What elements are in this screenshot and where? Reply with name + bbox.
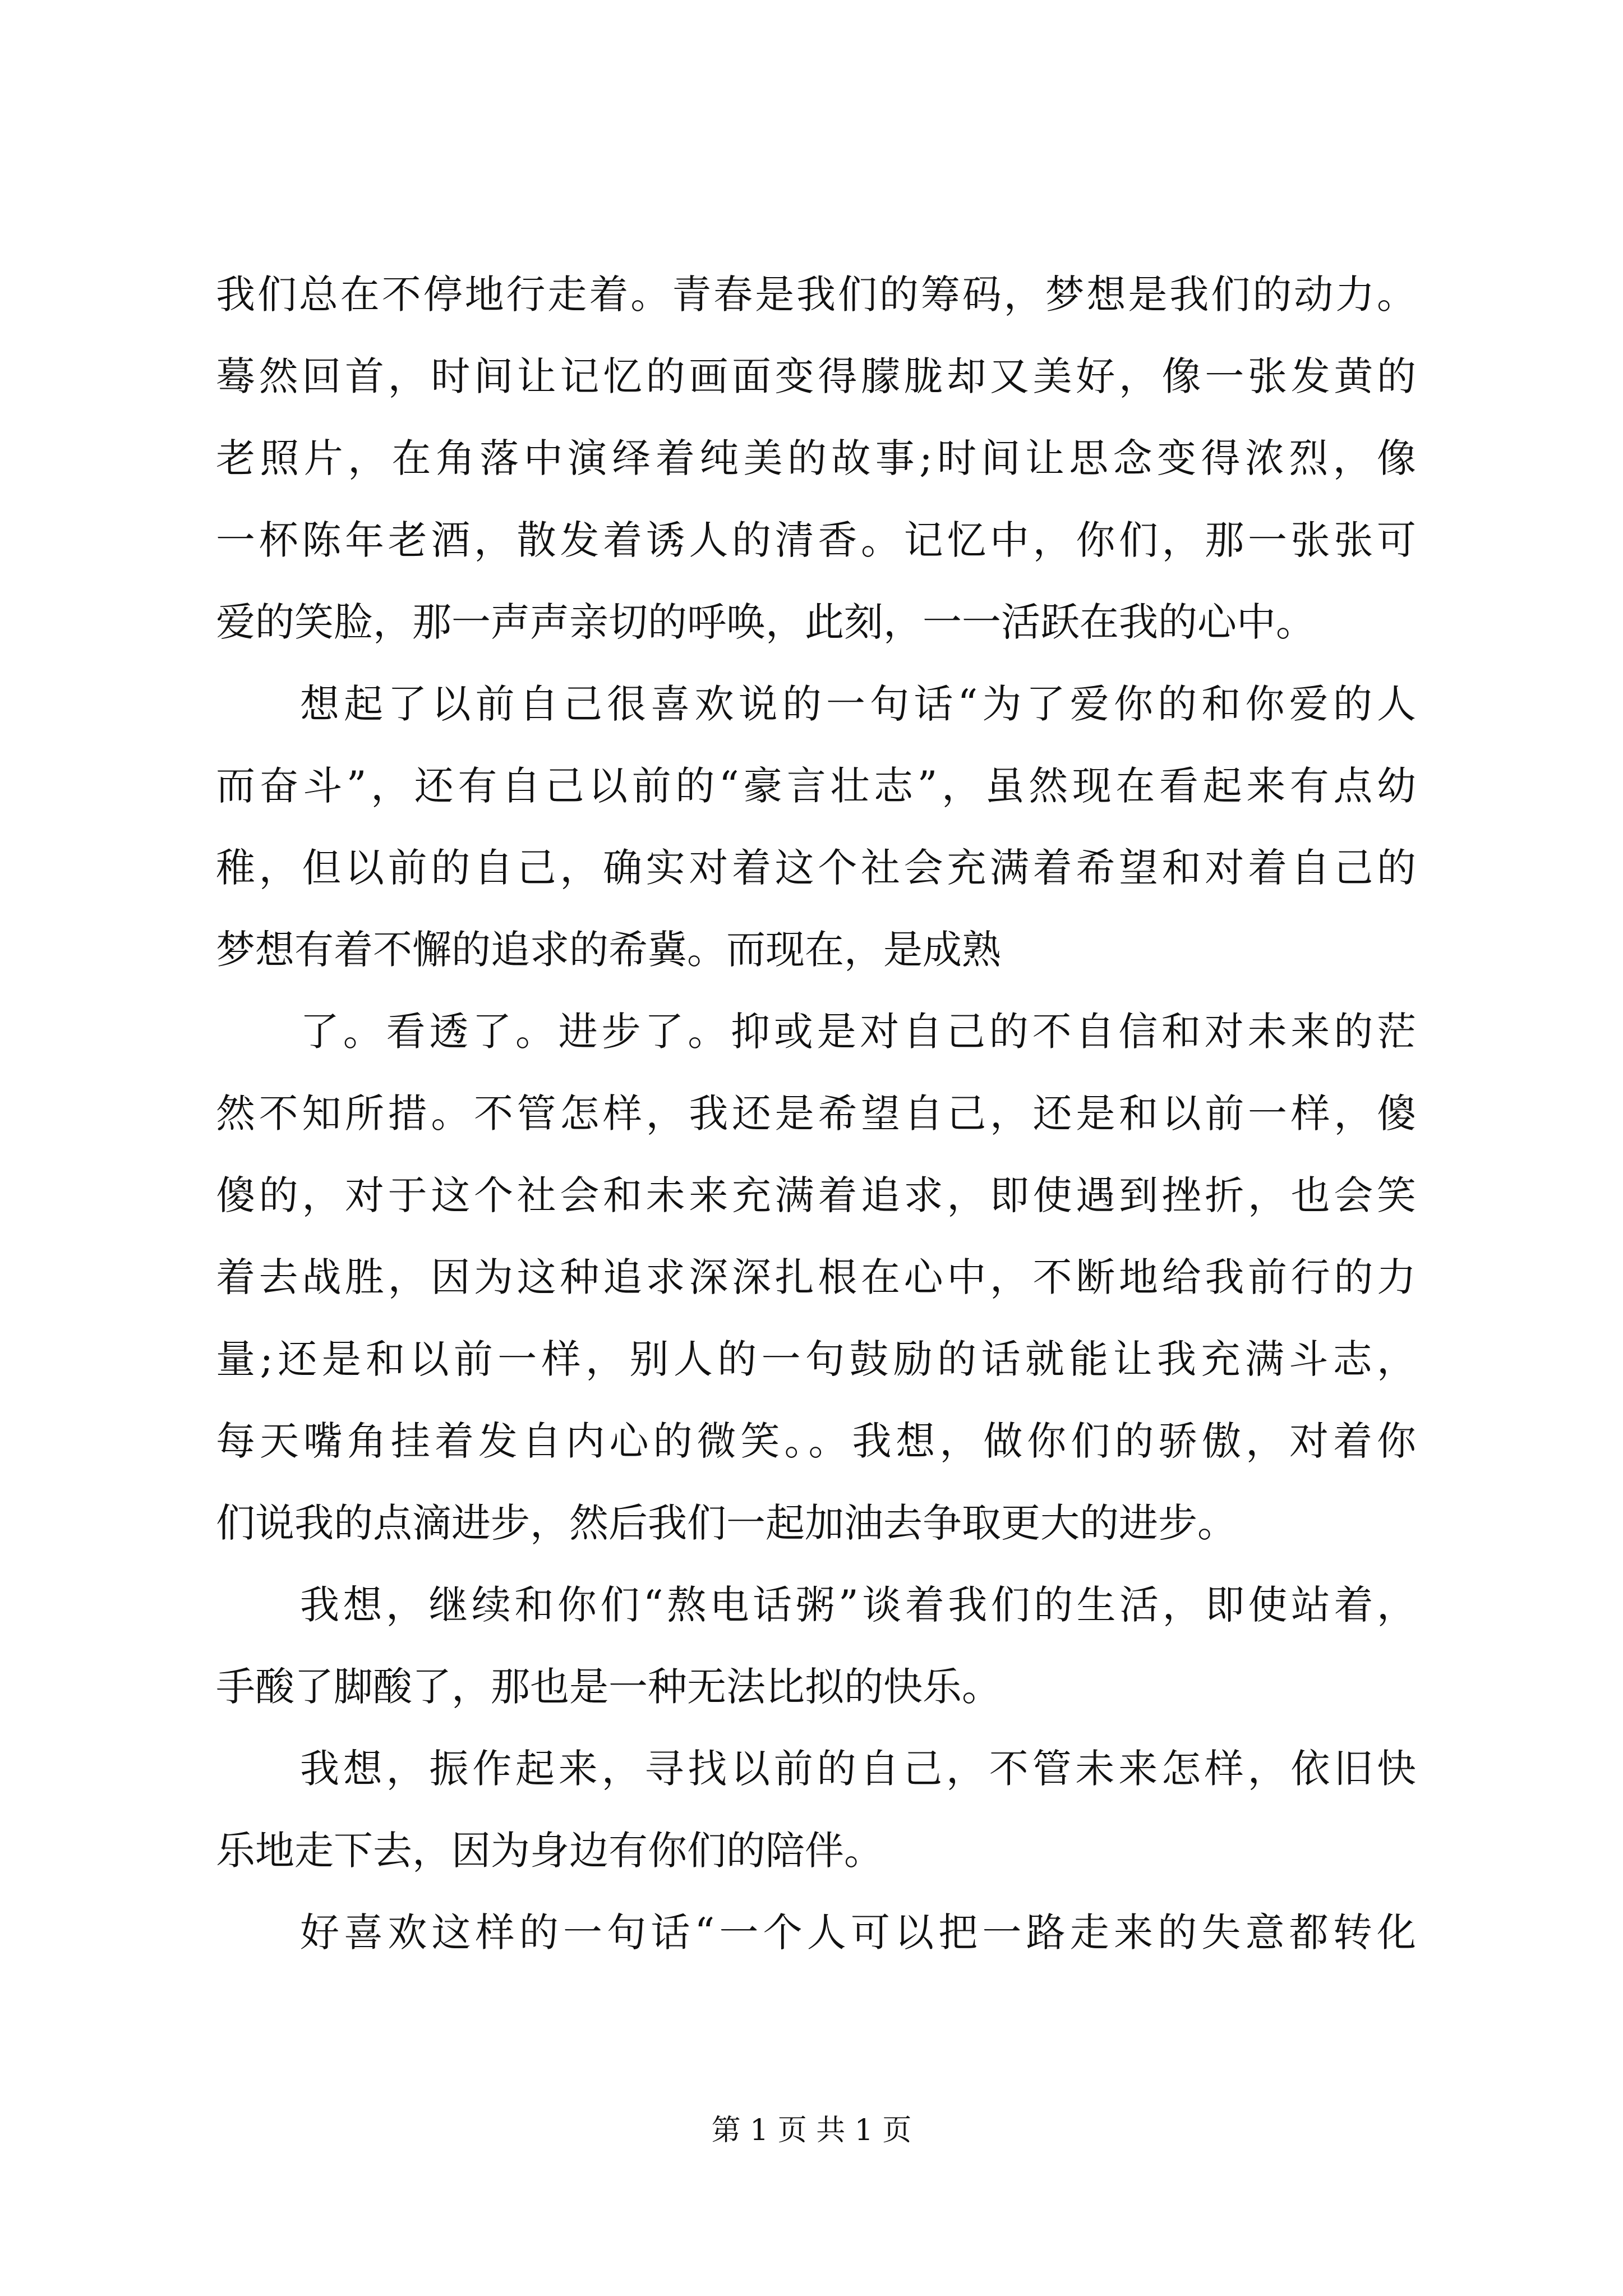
text-line: 然不知所措。不管怎样，我还是希望自己，还是和以前一样，傻 bbox=[216, 1091, 1416, 1137]
text-line: 手酸了脚酸了，那也是一种无法比拟的快乐。 bbox=[216, 1664, 1001, 1710]
text-line: 想起了以前自己很喜欢说的一句话“为了爱你的和你爱的人 bbox=[300, 681, 1416, 727]
text-line: 好喜欢这样的一句话“一个人可以把一路走来的失意都转化 bbox=[300, 1910, 1416, 1955]
text-line: 稚，但以前的自己，确实对着这个社会充满着希望和对着自己的 bbox=[216, 845, 1416, 891]
text-line: 每天嘴角挂着发自内心的微笑。。我想，做你们的骄傲，对着你 bbox=[216, 1418, 1416, 1464]
text-line: 了。看透了。进步了。抑或是对自己的不自信和对未来的茫 bbox=[300, 1009, 1416, 1055]
page-footer: 第 1 页 共 1 页 bbox=[711, 2114, 912, 2147]
text-line: 量;还是和以前一样，别人的一句鼓励的话就能让我充满斗志， bbox=[216, 1336, 1416, 1382]
text-line: 老照片，在角落中演绎着纯美的故事;时间让思念变得浓烈，像 bbox=[216, 435, 1416, 481]
text-line: 蓦然回首，时间让记忆的画面变得朦胧却又美好，像一张发黄的 bbox=[216, 353, 1416, 399]
text-line: 而奋斗”，还有自己以前的“豪言壮志”，虽然现在看起来有点幼 bbox=[216, 763, 1416, 809]
text-line: 爱的笑脸，那一声声亲切的呼唤，此刻，一一活跃在我的心中。 bbox=[216, 599, 1315, 645]
text-line: 梦想有着不懈的追求的希冀。而现在，是成熟 bbox=[216, 927, 1001, 973]
text-line: 们说我的点滴进步，然后我们一起加油去争取更大的进步。 bbox=[216, 1500, 1237, 1546]
text-line: 我想，振作起来，寻找以前的自己，不管未来怎样，依旧快 bbox=[300, 1746, 1416, 1792]
text-line: 着去战胜，因为这种追求深深扎根在心中，不断地给我前行的力 bbox=[216, 1254, 1416, 1300]
text-line: 我们总在不停地行走着。青春是我们的筹码，梦想是我们的动力。 bbox=[216, 272, 1416, 318]
text-line: 傻的，对于这个社会和未来充满着追求，即使遇到挫折，也会笑 bbox=[216, 1172, 1416, 1218]
text-line: 乐地走下去，因为身边有你们的陪伴。 bbox=[216, 1828, 883, 1874]
text-line: 一杯陈年老酒，散发着诱人的清香。记忆中，你们，那一张张可 bbox=[216, 517, 1416, 563]
body-text bbox=[216, 254, 1416, 1973]
text-line: 我想，继续和你们“熬电话粥”谈着我们的生活，即使站着， bbox=[300, 1582, 1416, 1628]
